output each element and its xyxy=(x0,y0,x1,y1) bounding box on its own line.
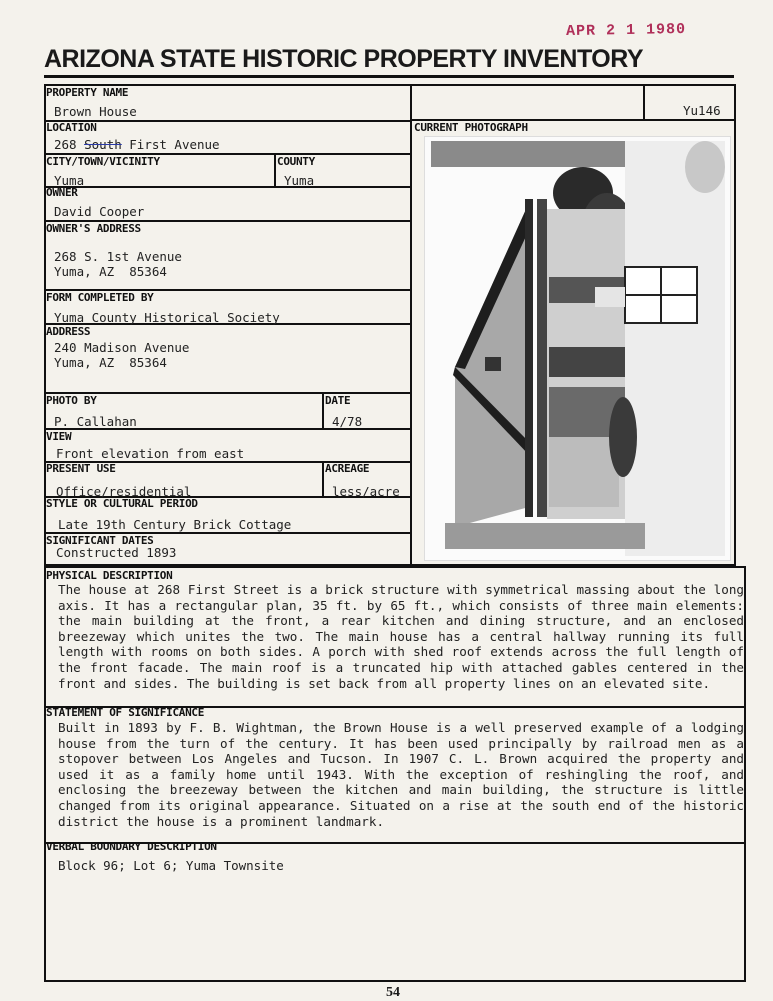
city-label: CITY/TOWN/VICINITY xyxy=(46,155,160,168)
verbal-boundary-label: VERBAL BOUNDARY DESCRIPTION xyxy=(46,840,217,853)
address-line2: Yuma, AZ 85364 xyxy=(54,355,167,370)
property-name-value: Brown House xyxy=(54,104,137,119)
owners-address-line2: Yuma, AZ 85364 xyxy=(54,264,167,279)
date-divider xyxy=(322,392,324,428)
present-use-value: Office/residential xyxy=(56,484,192,499)
date-label: DATE xyxy=(325,394,351,407)
page-number: 54 xyxy=(386,985,400,1000)
owners-address-label: OWNER'S ADDRESS xyxy=(46,222,141,235)
owners-address-line1: 268 S. 1st Avenue xyxy=(54,249,182,264)
form-completed-by-label: FORM COMPLETED BY xyxy=(46,291,154,304)
acreage-label: ACREAGE xyxy=(325,462,370,475)
physical-description-label: PHYSICAL DESCRIPTION xyxy=(46,569,173,582)
house-photo-image xyxy=(425,137,730,560)
row-rule xyxy=(44,186,410,188)
city-value: Yuma xyxy=(54,173,85,188)
significance-text: Built in 1893 by F. B. Wightman, the Brown House is a well preserved example of a lodging house from the turn of the century. It has been used principally by railroad men as a stopover between Los Angeles and Tucson. In 1907 C. L. Brown acquired the property and used it as a family home until 1943. With the exception of reshingling the roof, and enclosing the breezeway between the kitchen and main building, the structure is little changed from its original appearance. Situated on a rise at the south end of the historic district the house is a prominent landmark. xyxy=(58,720,744,829)
county-label: COUNTY xyxy=(277,155,315,168)
view-value: Front elevation from east xyxy=(56,446,245,461)
location-label: LOCATION xyxy=(46,121,97,134)
id-cell-divider xyxy=(643,84,645,120)
present-use-label: PRESENT USE xyxy=(46,462,116,475)
physical-description-text: The house at 268 First Street is a brick structure with symmetrical massing about the long axis. It has a rectangular plan, 35 ft. by 65 ft., which consists of three main elements: the main building at the front, a rear kitchen and dining structure, and an enclosed breezeway which unites the two. The main house has a central hallway running its full length with rooms on both sides. A porch with shed roof extends across the full length of the front facade. The main roof is a truncated hip with attached gables centered in the front and sides. The building is set back from all property lines on an elevated site. xyxy=(58,582,744,691)
significant-dates-label: SIGNIFICANT DATES xyxy=(46,534,154,547)
county-value: Yuma xyxy=(284,173,315,188)
row-rule xyxy=(44,392,410,394)
photo-by-label: PHOTO BY xyxy=(46,394,97,407)
location-street-number: 268 xyxy=(54,137,85,152)
form-completed-by-value: Yuma County Historical Society xyxy=(54,310,280,325)
location-street-name: First Avenue xyxy=(121,137,220,152)
property-name-label: PROPERTY NAME xyxy=(46,86,129,99)
owner-value: David Cooper xyxy=(54,204,145,219)
significance-label: STATEMENT OF SIGNIFICANCE xyxy=(46,706,205,719)
significant-dates-value: Constructed 1893 xyxy=(56,545,177,560)
photo-by-value: P. Callahan xyxy=(54,414,137,429)
verbal-boundary-value: Block 96; Lot 6; Yuma Townsite xyxy=(58,858,284,873)
style-label: STYLE OR CULTURAL PERIOD xyxy=(46,497,198,510)
address-label: ADDRESS xyxy=(46,325,91,338)
location-struck-word: South xyxy=(84,137,122,152)
row-rule xyxy=(44,120,410,122)
owner-label: OWNER xyxy=(46,186,78,199)
style-value: Late 19th Century Brick Cottage xyxy=(58,517,292,532)
location-value xyxy=(54,137,220,152)
county-divider xyxy=(274,153,276,187)
address-line1: 240 Madison Avenue xyxy=(54,340,190,355)
current-photograph-label: CURRENT PHOTOGRAPH xyxy=(414,121,528,134)
house-photograph xyxy=(424,136,731,561)
view-label: VIEW xyxy=(46,430,72,443)
inventory-id: Yu146 xyxy=(683,103,721,118)
received-date-stamp: APR 2 1 1980 xyxy=(565,20,687,41)
acreage-value: less/acre xyxy=(332,484,400,499)
acreage-divider xyxy=(322,461,324,497)
form-title: ARIZONA STATE HISTORIC PROPERTY INVENTORY xyxy=(44,44,734,78)
date-value: 4/78 xyxy=(332,414,363,429)
